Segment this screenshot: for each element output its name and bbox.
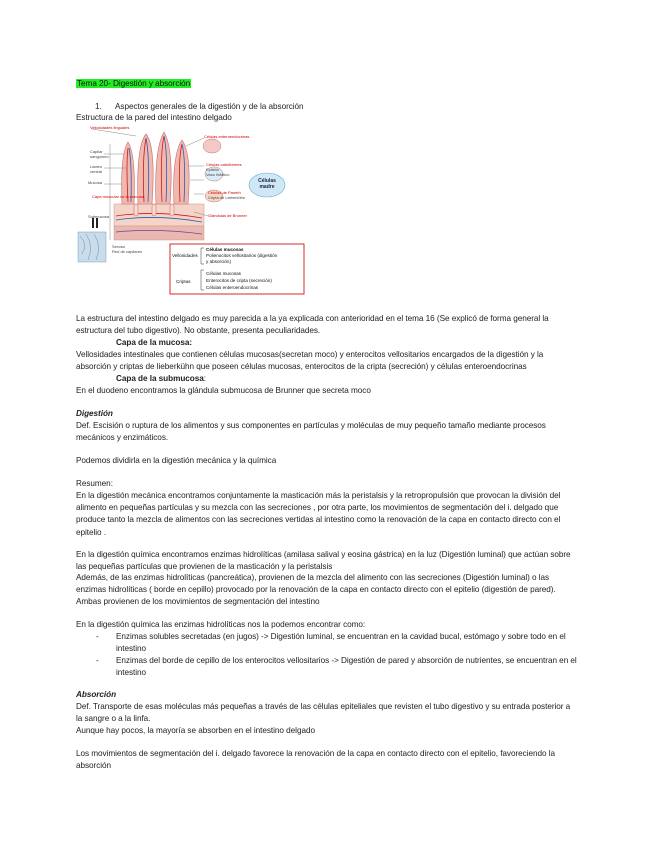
- section-number: 1.: [95, 102, 102, 111]
- box-villus-item-1: Células mucosas: [206, 247, 244, 252]
- digestion-heading: Digestión: [76, 409, 113, 418]
- section-heading: Aspectos generales de la digestión y de la absorción: [115, 102, 304, 111]
- box-villus-item-3: y absorción): [206, 259, 232, 264]
- label-vellosidades: Vellosidades linguales: [90, 125, 130, 130]
- box-cripta-item-3: Células enteroendocrinas: [206, 285, 259, 290]
- bullet-marker-2: -: [96, 656, 99, 665]
- label-cripta: Cripta de Lieberkühn: [208, 195, 246, 200]
- bullet-marker-1: -: [96, 632, 99, 641]
- quimica-paragraph-1: En la digestión química encontramos enzimas hidrolíticas (amilasa salival y eosina gástrica) en la luz (Digestión luminal) que actúan sobre las pequeñas partículas que provienen de la masticación y la peristalsis: [76, 550, 571, 572]
- label-vaso: Vaso linfático: [206, 172, 230, 177]
- section-subheading: Estructura de la pared del intestino delgado: [76, 113, 232, 122]
- bullet-item-1: Enzimas solubles secretadas (en jugos) -> Digestión luminal, se encuentran en la cavidad bucal, estómago y sobre todo en el intestino: [116, 632, 566, 654]
- label-submucosa: Submucosa: [88, 214, 110, 219]
- label-epitelio: Epitelio: [206, 167, 220, 172]
- label-mesoteliales: Red de capilares: [112, 249, 143, 254]
- submucosa-text: En el duodeno encontramos la glándula submucosa de Brunner que secreta moco: [76, 386, 371, 395]
- enzimas-intro: En la digestión química las enzimas hidrolíticas nos la podemos encontrar como:: [76, 620, 366, 629]
- label-cel-paneth: Células de Paneth: [208, 190, 241, 195]
- absorcion-heading: Absorción: [76, 690, 117, 699]
- label-capa-muscular: Capa muscular de la mucosa: [92, 194, 144, 199]
- intestine-illustration: [76, 124, 306, 296]
- quimica-paragraph-2: Además, de las enzimas hidrolíticas (pancreática), provienen de la mezcla del alimento con las secreciones (Digestión luminal) o las enzimas hidrolíticas ( borde en cepillo) provocado por la renovación de la capa en contacto directo con el epitelio (digestión de pared). Ambas provienen de los movimientos de segmentación del intestino: [76, 573, 556, 607]
- mucosa-heading: Capa de la mucosa:: [116, 338, 192, 347]
- digestion-definition: Def. Escisión o ruptura de los alimentos y sus componentes en partículas y moléculas de muy pequeño tamaño mediante procesos mecánicos y enzimáticos.: [76, 421, 546, 443]
- paragraph-intro: La estructura del intestino delgado es muy parecida a la ya explicada con anterioridad en el tema 16 (Se explicó de forma general la estructura del tubo digestivo). No obstante, presenta peculiaridades.: [76, 314, 549, 336]
- box-cripta-item-2: Enterocitos de cripta (secreción): [206, 278, 272, 283]
- label-capilar: Capilar: [90, 149, 103, 154]
- document-title: Tema 20- Digestión y absorción: [77, 79, 191, 88]
- box-villus-item-2: Polienocitos vellositarios (digestión: [206, 253, 278, 258]
- submucosa-colon: :: [203, 374, 206, 383]
- resumen-label: Resumen:: [76, 479, 113, 488]
- label-mucosa: Mucosa: [88, 180, 103, 185]
- final-paragraph: Los movimientos de segmentación del i. delgado favorece la renovación de la capa en contacto directo con el epitelio, favoreciendo la absorción: [76, 749, 555, 771]
- intestine-wall-figure: [76, 124, 306, 296]
- box-cripta-label: Criptas: [176, 279, 191, 284]
- resumen-mecanica: En la digestión mecánica encontramos conjuntamente la masticación más la peristalsis y la retropropulsión que provocan la división del alimento en pequeñas partículas y su mezcla con las secreciones , por otra parte, los movimientos de segmentación del i. delgado que produce tanto la mezcla de alimentos con las secreciones vertidas al intestino como la renovación de la capa en contacto directo con el epitelio .: [76, 491, 561, 537]
- label-capilar-2: sanguíneo: [90, 154, 109, 159]
- bullet-item-2: Enzimas del borde de cepillo de los enterocitos vellositarios -> Digestión de pared y absorción de nutrientes, se encuentran en el intestino: [116, 656, 577, 678]
- absorcion-note: Aunque hay pocos, la mayoría se absorben en el intestino delgado: [76, 726, 315, 735]
- label-glandulas: Glándulas de Brunner: [208, 213, 247, 218]
- label-cel-enteros: Células enteroendocrinas: [204, 134, 250, 139]
- submucosa-heading: Capa de la submucosa: [116, 374, 204, 383]
- label-cel-caliciformes: Células caliciformes: [206, 162, 242, 167]
- label-lacteo: Lácteo: [90, 164, 103, 169]
- box-villus-label: Vellosidades: [172, 253, 198, 258]
- box-cripta-item-1: Células mucosas: [206, 271, 241, 276]
- label-serosa: Serosa: [112, 244, 125, 249]
- label-lacteo-2: central: [90, 169, 103, 174]
- digestion-divide: Podemos dividirla en la digestión mecánica y la química: [76, 456, 277, 465]
- absorcion-definition: Def. Transporte de esas moléculas más pequeñas a través de las células epiteliales que revisten el tubo digestivo y su entrada posterior a la sangre o a la linfa.: [76, 702, 571, 724]
- submucosa-heading-line: [116, 373, 206, 385]
- mucosa-text: Vellosidades intestinales que contienen células mucosas(secretan moco) y enterocitos vellositarios encargados de la digestión y la absorción y criptas de lieberkühn que poseen células mucosas, enterocitos de la cripta (secreción) y células enteroendocrinas: [76, 350, 544, 372]
- callout-celulas-madre: Células madre: [258, 178, 276, 190]
